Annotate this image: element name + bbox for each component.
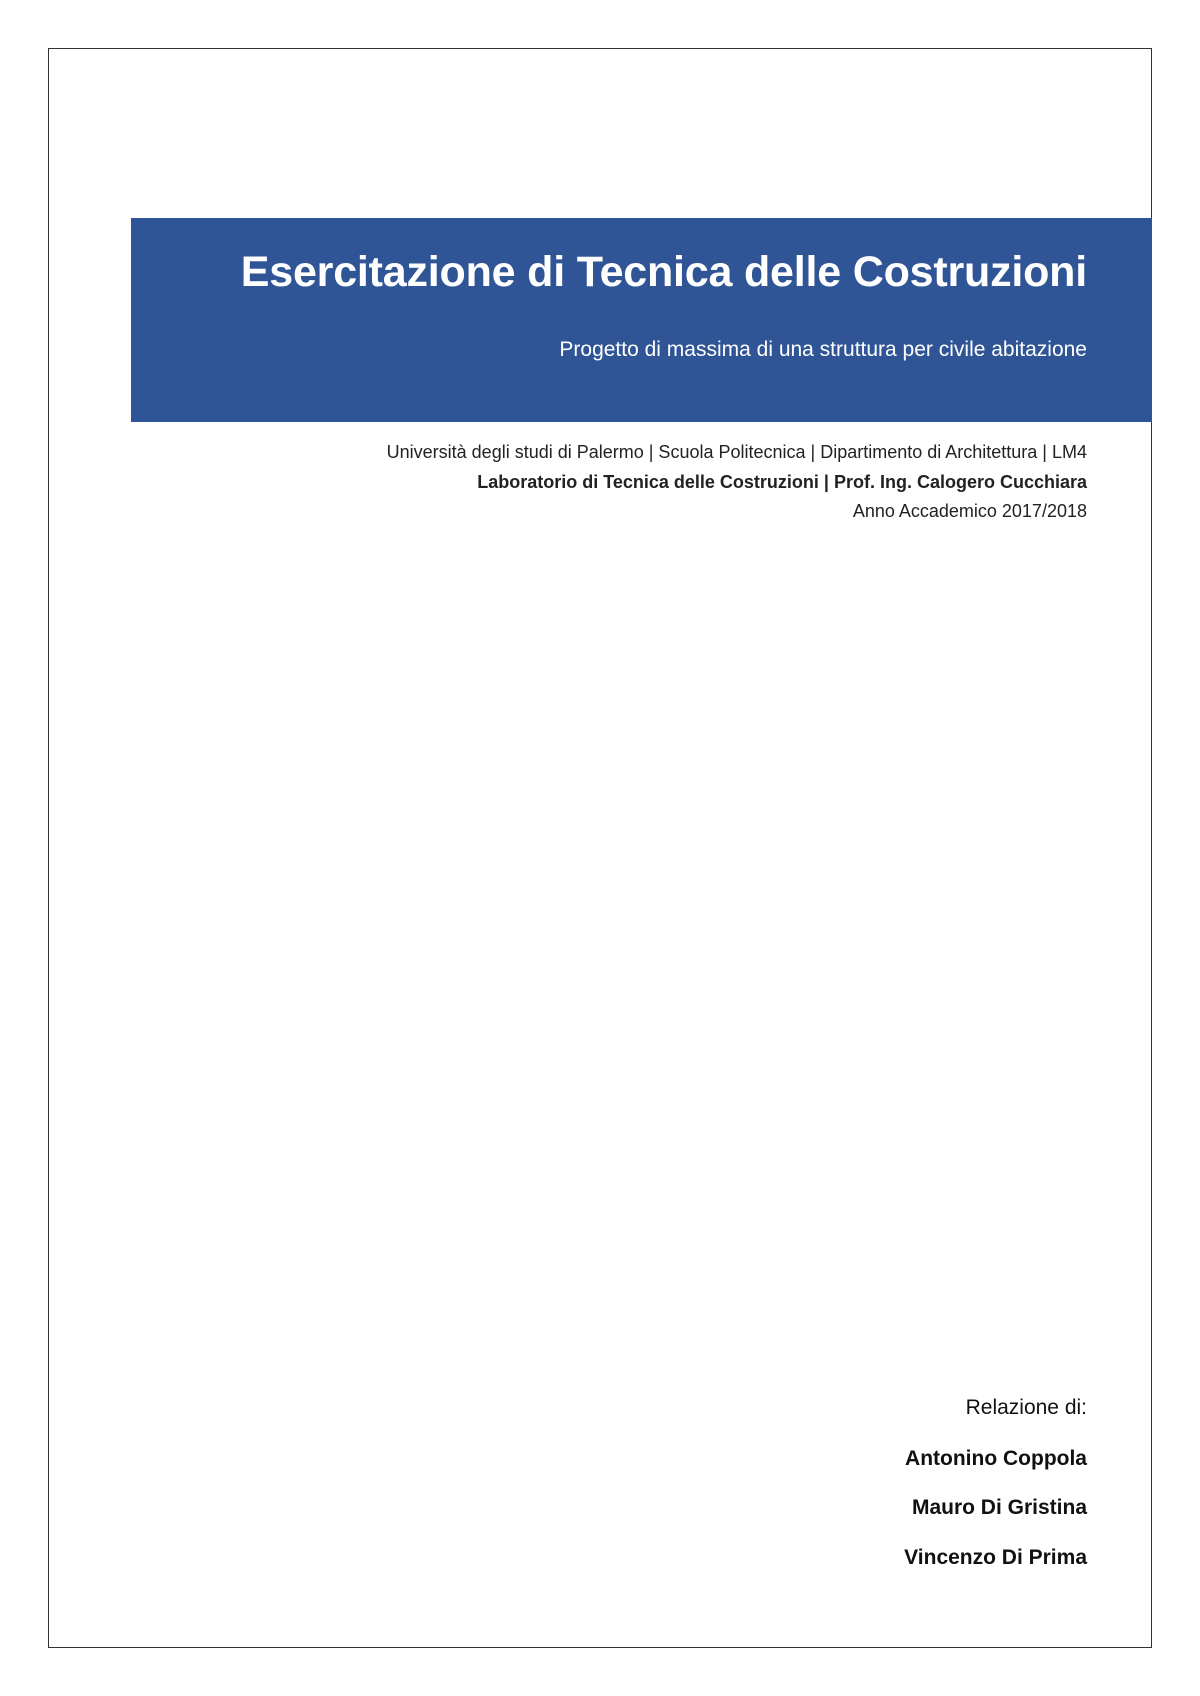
institution-line: Università degli studi di Palermo | Scuola Politecnica | Dipartimento di Architettura | LM4 (386, 442, 1087, 462)
author-name: Antonino Coppola (905, 1447, 1087, 1470)
author-name: Mauro Di Gristina (911, 1496, 1087, 1519)
course-line: Laboratorio di Tecnica delle Costruzioni | Prof. Ing. Calogero Cucchiara (477, 472, 1087, 492)
academic-year: Anno Accademico 2017/2018 (852, 501, 1087, 521)
author-name: Vincenzo Di Prima (904, 1546, 1087, 1569)
report-by-label: Relazione di: (965, 1396, 1087, 1419)
document-title: Esercitazione di Tecnica delle Costruzioni (240, 248, 1087, 296)
document-subtitle: Progetto di massima di una struttura per civile abitazione (559, 338, 1087, 361)
